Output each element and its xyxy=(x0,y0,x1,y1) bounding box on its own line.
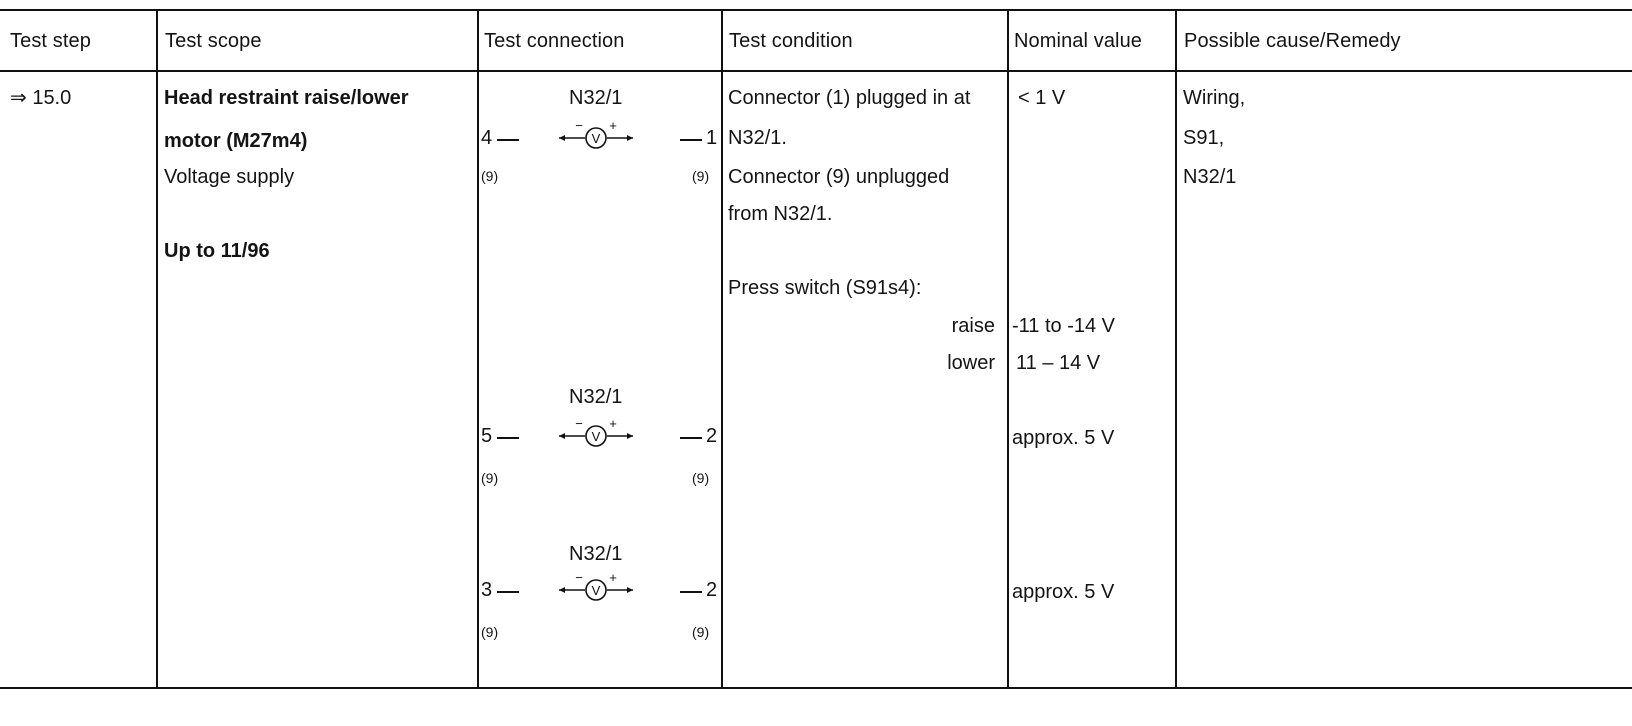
voltmeter-plus: + xyxy=(609,570,617,585)
table-top-border xyxy=(0,9,1632,11)
connection-2-left-pin: 5 xyxy=(481,425,493,447)
connection-3-right-lead xyxy=(680,591,702,593)
voltmeter-symbol: V xyxy=(591,583,601,598)
connection-3-left-lead xyxy=(497,591,519,593)
column-divider xyxy=(156,11,158,687)
voltmeter-minus: − xyxy=(575,118,583,133)
test-step-number: ⇒ 15.0 xyxy=(10,87,72,109)
connection-2-left-connector: (9) xyxy=(481,470,499,486)
nominal-value-second: approx. 5 V xyxy=(1012,427,1115,449)
condition-press-switch: Press switch (S91s4): xyxy=(728,277,922,299)
header-test-step: Test step xyxy=(10,30,91,52)
remedy-line-3: N32/1 xyxy=(1183,166,1237,188)
connection-2-right-lead xyxy=(680,437,702,439)
header-test-scope: Test scope xyxy=(165,30,262,52)
scope-title-line1: Head restraint raise/lower xyxy=(164,87,409,109)
connection-3-device: N32/1 xyxy=(569,543,623,565)
voltmeter-symbol: V xyxy=(591,429,601,444)
connection-2-right-connector: (9) xyxy=(692,470,710,486)
table-bottom-border xyxy=(0,687,1632,689)
header-separator xyxy=(0,70,1632,72)
voltmeter-minus: − xyxy=(575,570,583,585)
voltmeter-plus: + xyxy=(609,416,617,431)
nominal-value-third: approx. 5 V xyxy=(1012,581,1115,603)
voltmeter-1-icon xyxy=(555,112,643,162)
connection-3-right-pin: 2 xyxy=(706,579,718,601)
connection-1-left-connector: (9) xyxy=(481,168,499,184)
condition-line-1: Connector (1) plugged in at xyxy=(728,87,971,109)
condition-line-2: N32/1. xyxy=(728,127,787,149)
connection-2-right-pin: 2 xyxy=(706,425,718,447)
header-test-connection: Test connection xyxy=(484,30,625,52)
voltmeter-minus: − xyxy=(575,416,583,431)
remedy-line-1: Wiring, xyxy=(1183,87,1246,109)
condition-line-3: Connector (9) unplugged xyxy=(728,166,950,188)
connection-2-left-lead xyxy=(497,437,519,439)
connection-1-left-lead xyxy=(497,139,519,141)
connection-2-device: N32/1 xyxy=(569,386,623,408)
header-possible-cause: Possible cause/Remedy xyxy=(1184,30,1401,52)
connection-1-right-pin: 1 xyxy=(706,127,718,149)
scope-title-line2: motor (M27m4) xyxy=(164,130,308,152)
scope-note: Up to 11/96 xyxy=(164,240,270,262)
connection-1-left-pin: 4 xyxy=(481,127,493,149)
voltmeter-plus: + xyxy=(609,118,617,133)
connection-3-left-pin: 3 xyxy=(481,579,493,601)
voltmeter-2-icon xyxy=(555,410,643,460)
column-divider xyxy=(477,11,479,687)
remedy-line-2: S91, xyxy=(1183,127,1225,149)
condition-raise: raise xyxy=(951,315,995,337)
voltmeter-symbol: V xyxy=(591,131,601,146)
nominal-value-raise: -11 to -14 V xyxy=(1012,315,1116,337)
scope-subtitle: Voltage supply xyxy=(164,166,295,188)
connection-1-right-lead xyxy=(680,139,702,141)
column-divider xyxy=(1007,11,1009,687)
connection-1-device: N32/1 xyxy=(569,87,623,109)
connection-3-right-connector: (9) xyxy=(692,624,710,640)
header-test-condition: Test condition xyxy=(729,30,853,52)
condition-lower: lower xyxy=(947,352,995,374)
condition-line-4: from N32/1. xyxy=(728,203,833,225)
connection-3-left-connector: (9) xyxy=(481,624,499,640)
column-divider xyxy=(721,11,723,687)
voltmeter-3-icon xyxy=(555,564,643,614)
column-divider xyxy=(1175,11,1177,687)
connection-1-right-connector: (9) xyxy=(692,168,710,184)
nominal-value-lower: 11 – 14 V xyxy=(1016,352,1101,374)
nominal-value-first: < 1 V xyxy=(1018,87,1066,109)
header-nominal-value: Nominal value xyxy=(1014,30,1143,52)
